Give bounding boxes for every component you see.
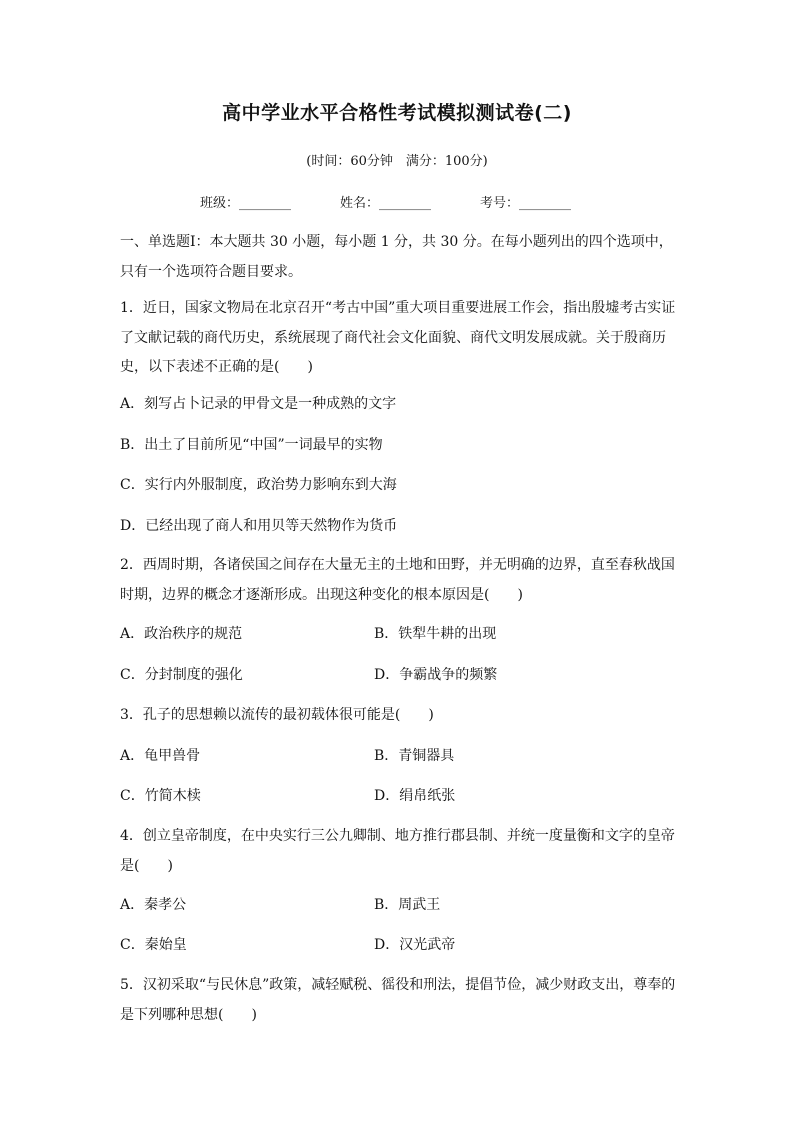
question-2-option-c[interactable]: C．分封制度的强化 — [120, 667, 243, 683]
class-label: 班级：________ — [200, 196, 292, 211]
question-4-stem: 4．创立皇帝制度，在中央实行三公九卿制、地方推行郡县制、并统一度量衡和文字的皇帝是( ) — [120, 828, 675, 874]
section-heading: 一、单选题Ⅰ：本大题共 30 小题，每小题 1 分，共 30 分。在每小题列出的四个选项中，只有一个选项符合题目要求。 — [120, 234, 673, 280]
question-3-option-c[interactable]: C．竹简木椟 — [120, 788, 201, 804]
exam-title: 高中学业水平合格性考试模拟测试卷(二) — [222, 102, 572, 124]
exam-time-score: (时间：60分钟 满分：100分) — [306, 154, 488, 169]
exam-number-label: 考号：________ — [480, 196, 572, 211]
exam-number-field[interactable] — [480, 192, 571, 211]
question-3-option-b[interactable]: B．青铜器具 — [374, 748, 455, 764]
question-2-option-a[interactable]: A．政治秩序的规范 — [120, 626, 243, 642]
question-4-option-a[interactable]: A．秦孝公 — [120, 897, 187, 913]
question-3-option-d[interactable]: D．绢帛纸张 — [374, 788, 456, 804]
question-3-stem: 3．孔子的思想赖以流传的最初载体很可能是( ) — [120, 707, 434, 723]
question-4-option-b[interactable]: B．周武王 — [374, 897, 441, 913]
question-4-option-d[interactable]: D．汉光武帝 — [374, 937, 456, 953]
question-1-option-b[interactable]: B．出土了目前所见“中国”一词最早的实物 — [120, 437, 383, 453]
question-1-option-d[interactable]: D．已经出现了商人和用贝等天然物作为货币 — [120, 518, 398, 534]
question-3-option-a[interactable]: A．龟甲兽骨 — [120, 748, 201, 764]
question-5-stem: 5．汉初采取“与民休息”政策，减轻赋税、徭役和刑法，提倡节俭，减少财政支出，尊奉的是下列哪种思想( ) — [120, 977, 676, 1023]
name-field[interactable] — [340, 192, 431, 211]
name-label: 姓名：________ — [340, 196, 432, 211]
question-1-option-c[interactable]: C．实行内外服制度，政治势力影响东到大海 — [120, 477, 397, 493]
question-2-option-d[interactable]: D．争霸战争的频繁 — [374, 667, 498, 683]
question-1-option-a[interactable]: A．刻写占卜记录的甲骨文是一种成熟的文字 — [120, 396, 397, 412]
question-4-option-c[interactable]: C．秦始皇 — [120, 937, 187, 953]
question-2-stem: 2．西周时期，各诸侯国之间存在大量无主的土地和田野，并无明确的边界，直至春秋战国时期，边界的概念才逐渐形成。出现这种变化的根本原因是( ) — [120, 557, 675, 603]
class-field[interactable] — [200, 192, 291, 211]
question-2-option-b[interactable]: B．铁犁牛耕的出现 — [374, 626, 497, 642]
question-1-stem: 1．近日，国家文物局在北京召开“考古中国”重大项目重要进展工作会，指出殷墟考古实证了文献记载的商代历史，系统展现了商代社会文化面貌、商代文明发展成就。关于殷商历史，以下表述不正确的是( ) — [120, 300, 676, 375]
